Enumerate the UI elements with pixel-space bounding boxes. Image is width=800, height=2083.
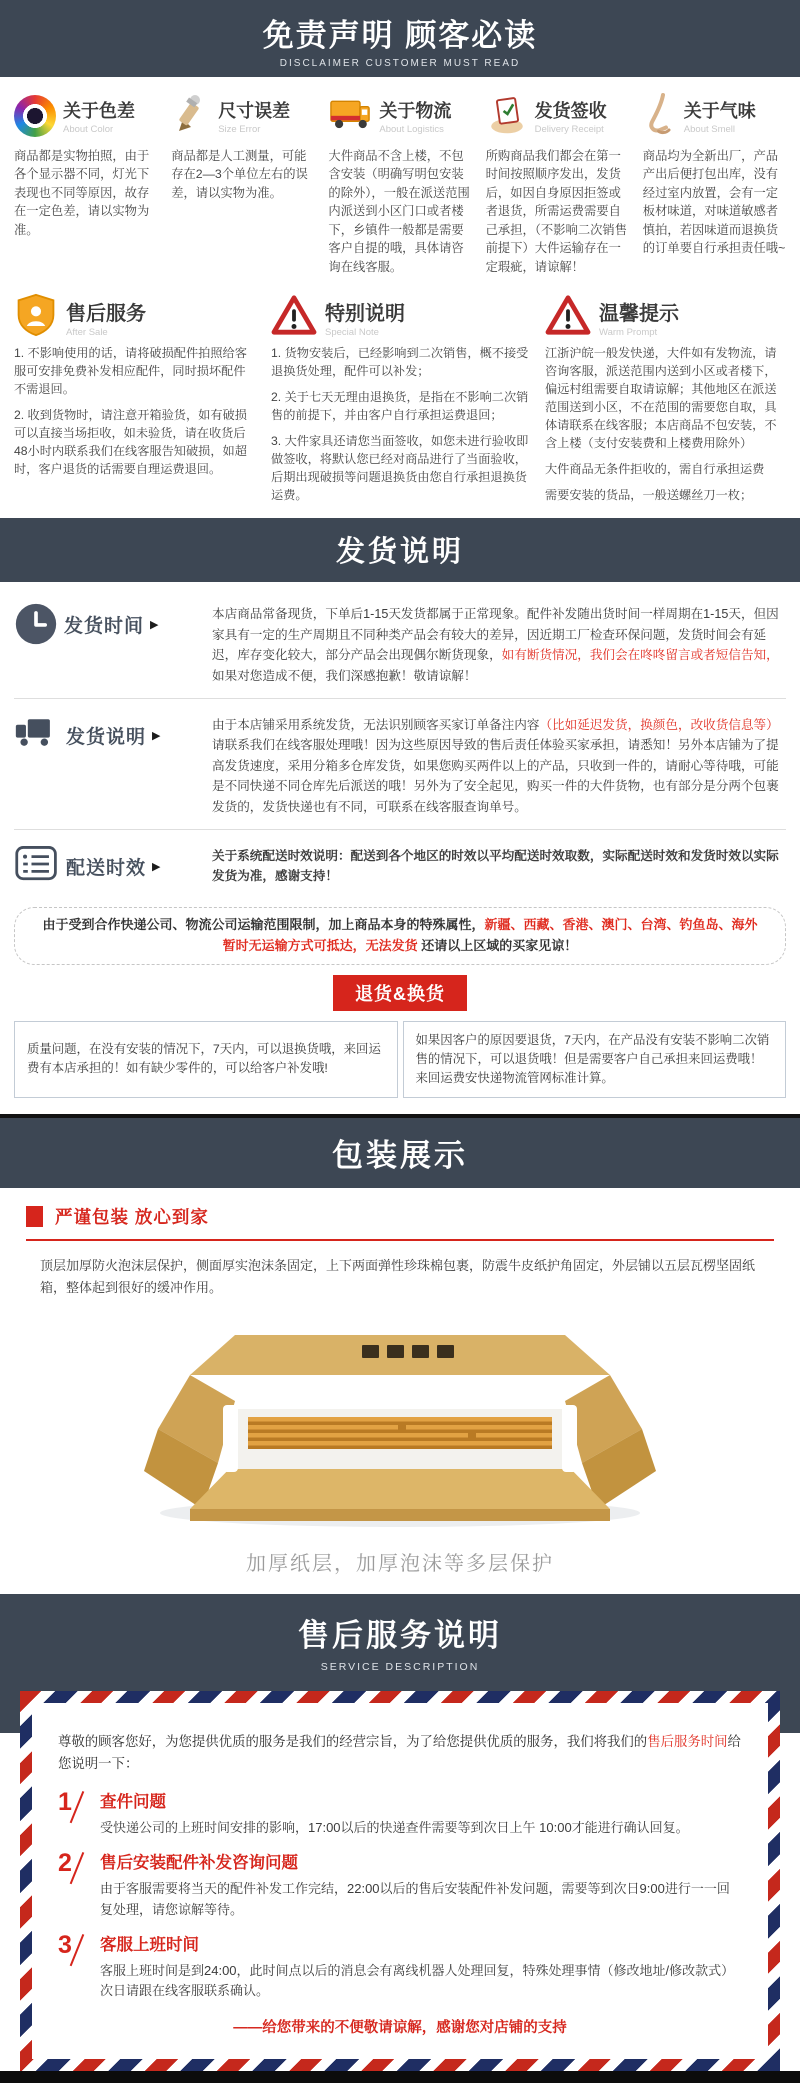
returns-customer-box: 如果因客户的原因要退货，7天内，在产品没有安装不影响二次销售的情况下，可以退货哦！但是需要客户自己承担来回运费哦！来回运费安快递物流管网标准计算。 <box>403 1021 787 1099</box>
text-segment: 给您说明一下： <box>58 1734 741 1771</box>
truck-dark-icon <box>14 713 60 758</box>
packaging-section <box>0 1204 800 1576</box>
item-body: 受快递公司的上班时间安排的影响，17:00以后的快递查件需要等到次日上午 10:00才能进行确认回复。 <box>100 1820 689 1836</box>
service-item-1 <box>58 1788 742 1839</box>
notice-title: 尺寸误差 <box>218 101 291 121</box>
notice-title: 关于色差 <box>63 101 135 121</box>
nose-icon <box>643 92 677 141</box>
text-segment: 尊敬的顾客您好，为您提供优质的服务是我们的经营宗旨，为了给您提供优质的服务，我们将我们的 <box>58 1734 648 1750</box>
disclaimer-title: 免责声明 顾客必读 <box>262 18 538 53</box>
packaging-title: 包装展示 <box>332 1138 468 1174</box>
packaging-description: 顶层加厚防火泡沫层保护，侧面厚实泡沫条固定，上下两面弹性珍珠棉包裹，防震牛皮纸护角固定，外层铺以五层瓦楞坚固纸箱，整体起到很好的缓冲作用。 <box>40 1258 756 1296</box>
delivery-time-row <box>14 830 786 901</box>
shipping-section <box>0 582 800 901</box>
shipping-time-text <box>212 602 786 686</box>
service-title: 售后服务说明 <box>298 1618 502 1654</box>
returns-quality-box: 质量问题，在没有安装的情况下，7天内，可以退换货哦，来回运费有本店承担的！如有缺少零件的，可以给客户补发哦! <box>14 1021 398 1099</box>
policy-subtitle: Special Note <box>325 326 379 338</box>
pencil-measure-icon <box>171 93 211 140</box>
policy-paragraph: 2. 收到货物时，请注意开箱验货，如有破损可以直接当场拒收，如未验货，请在收货后48小时内联系我们在线客服告知破损，如超时，客户退货的话需要自理运费退回。 <box>14 408 247 477</box>
returns-boxes <box>14 1021 786 1099</box>
arrow-right-icon: ▶ <box>152 860 161 873</box>
policy-paragraph: 1. 货物安装后，已经影响到二次销售，概不接受退换货处理，配件可以补发； <box>271 346 529 379</box>
shipping-header <box>0 518 800 582</box>
text-segment-red: （比如延迟发货，换颜色，改收货信息等） <box>539 718 779 732</box>
text-segment: 还请以上区域的买家见谅！ <box>417 937 578 953</box>
packaging-caption: 加厚纸层，加厚泡沫等多层保护 <box>246 1553 554 1576</box>
policy-aftersale <box>14 290 255 504</box>
policy-paragraph: 2. 关于七天无理由退换货，是指在不影响二次销售的前提下，并由客户自行承担运费退回； <box>271 390 529 423</box>
item-number: 1 <box>58 1788 88 1839</box>
service-item-3 <box>58 1931 742 2003</box>
packaging-illustration <box>0 1313 800 1543</box>
service-intro <box>58 1731 742 1774</box>
notice-body: 商品都是人工测量，可能存在2—3个单位左右的误差，请以实物为准。 <box>171 149 308 200</box>
policy-paragraph: 江浙沪皖一般发快递，大件如有发物流，请咨询客服，派送范围内送到小区或者楼下，偏远村组需要自取请谅解；其他地区在派送范围送到小区，不在范围的需要您自取，具体请联系在线客服；本店商品不包安装，不含上楼（支付安装费和上楼费用除外） <box>544 346 777 451</box>
text-segment: 由于受到合作快递公司、物流公司运输范围限制，加上商品本身的特殊属性， <box>42 916 485 932</box>
packaging-header <box>0 1114 800 1188</box>
policy-title: 特别说明 <box>325 302 406 325</box>
notice-columns <box>0 77 800 282</box>
delivery-time-text: 关于系统配送时效说明：配送到各个地区的时效以平均配送时效取数，实际配送时效和发货时效以实际发货为准，感谢支持！ <box>212 848 779 884</box>
notice-body: 商品都是实物拍照，由于各个显示器不同，灯光下表现也不同等原因，故存在一定色差，请以实物为准。 <box>14 149 150 237</box>
item-body: 客服上班时间是到24:00，此时间点以后的消息会有离线机器人处理回复，特殊处理事情（修改地址/修改款式）次日请跟在线客服联系确认。 <box>100 1962 735 1999</box>
notice-subtitle: About Color <box>63 124 114 135</box>
policy-special-note <box>271 290 529 504</box>
red-divider <box>26 1239 774 1241</box>
notice-subtitle: Size Error <box>218 124 261 135</box>
color-wheel-icon <box>14 95 56 137</box>
text-segment: 请联系我们在线客服处理哦！因为这些原因导致的售后责任体验买家承担，请悉知！另外本店铺为了提高发货速度，采用分箱多仓库发货，如果您购买两件以上的产品，只收到一件的，请耐心等待哦，可能是不同快递不同仓库先后派送的哦！另外为了安全起见，购买一件的大件货物，也有部分是分两个包裹发货的，发货快递也有不同，可联系在线客服查询单号。 <box>212 738 779 814</box>
notice-subtitle: About Logistics <box>379 124 444 135</box>
shipping-note-label: 发货说明 <box>66 727 147 748</box>
notice-color <box>14 91 157 276</box>
shipping-note-row <box>14 699 786 830</box>
notice-subtitle: Delivery Receipt <box>534 124 604 135</box>
shield-user-icon <box>14 292 58 343</box>
packaging-slogan: 严谨包装 放心到家 <box>55 1207 209 1228</box>
text-segment-red: 售后服务时间 <box>647 1734 728 1750</box>
shipping-time-row <box>14 588 786 699</box>
text-segment: 本店商品常备现货，下单后1-15天发货都属于正常现象。配件补发随出货时间一样周期在1-15天，但因家具有一定的生产周期且不同种类产品会有较大的差异，因近期工厂检查环保问题，发货时间会有延迟，库存变化较大，部分产品会出现偶尔断货现象， <box>212 607 779 663</box>
item-title: 售后安装配件补发咨询问题 <box>100 1854 298 1873</box>
item-number: 2 <box>58 1849 88 1921</box>
service-footer: ——给您带来的不便敬请谅解，感谢您对店铺的支持 <box>233 2020 567 2037</box>
text-segment-red: 如有断货情况，我们会在咚咚留言或者短信告知， <box>501 648 779 663</box>
item-number: 3 <box>58 1931 88 2003</box>
policy-subtitle: After Sale <box>66 326 108 338</box>
shipping-time-label: 发货时间 <box>64 615 145 637</box>
service-subtitle: SERVICE DESCRIPTION <box>320 1661 480 1674</box>
notice-body: 大件商品不含上楼，不包含安装（明确写明包安装的除外），一般在派送范围内派送到小区门口或者楼下，乡镇件一般都是需要客户自提的哦，具体请咨询在线客服。 <box>328 149 470 274</box>
text-segment-red: 新疆、西藏、香港、澳门、台湾、钓鱼岛、海外暂时无运输方式可抵达，无法发货 <box>222 916 758 953</box>
service-item-2 <box>58 1849 742 1921</box>
policy-subtitle: Warm Prompt <box>598 326 658 338</box>
bottom-black-bar <box>0 2071 800 2083</box>
notice-body: 所购商品我们都会在第一时间按照顺序发出，发货后，如因自身原因拒签或者退货，所需运费需要自己承担，（不影响二次销售前提下）大件运输存在一定瑕疵，请谅解！ <box>485 149 628 274</box>
shipping-title: 发货说明 <box>335 536 464 569</box>
policy-paragraph: 大件商品无条件拒收的，需自行承担运费 <box>544 462 765 477</box>
shipping-note-text <box>212 713 786 817</box>
disclaimer-header <box>0 0 800 77</box>
policy-title: 温馨提示 <box>598 302 679 325</box>
item-title: 客服上班时间 <box>100 1935 199 1954</box>
truck-icon <box>328 94 372 139</box>
clock-icon <box>14 602 58 646</box>
policy-title: 售后服务 <box>66 302 146 325</box>
notice-body: 商品均为全新出厂，产品产出后便打包出库，没有经过室内放置，会有一定板材味道，对味道敏感者慎拍，若因味道而退换货的订单要自行承担责任哦~ <box>642 149 786 256</box>
notice-logistics <box>328 91 471 276</box>
notice-title: 发货签收 <box>534 101 607 121</box>
notice-subtitle: About Smell <box>683 124 736 135</box>
open-box-image <box>140 1313 660 1538</box>
red-square-bullet <box>26 1206 43 1227</box>
notice-smell <box>643 91 786 276</box>
policy-warm-prompt <box>545 290 786 504</box>
restricted-regions-box <box>14 907 786 965</box>
disclaimer-subtitle: DISCLAIMER CUSTOMER MUST READ <box>279 58 521 69</box>
airmail-envelope <box>20 1691 780 2071</box>
notice-title: 关于物流 <box>379 101 452 121</box>
delivery-time-label: 配送时效 <box>66 857 147 879</box>
item-title: 查件问题 <box>100 1793 166 1812</box>
policy-paragraph: 3. 大件家具还请您当面签收，如您未进行验收即做签收，将默认您已经对商品进行了当面验收，后期出现破损等问题退换货由您自行承担退换货运费。 <box>271 434 529 503</box>
notice-receipt <box>486 91 629 276</box>
text-segment: 如果对您造成不便，我们深感抱歉！敬请谅解！ <box>212 668 477 683</box>
notice-title: 关于气味 <box>683 101 756 121</box>
text-segment: 由于本店铺采用系统发货，无法识别顾客买家订单备注内容 <box>212 718 540 732</box>
warning-triangle-icon <box>271 294 317 341</box>
returns-exchange-button[interactable]: 退货&换货 <box>333 975 467 1011</box>
policy-paragraph: 1. 不影响使用的话，请将破损配件拍照给客服可安排免费补发相应配件，同时损坏配件不需退回。 <box>14 346 247 397</box>
policy-paragraph: 需要安装的货品，一般送螺丝刀一枚； <box>544 488 753 503</box>
receipt-hand-icon <box>486 93 528 140</box>
notice-size <box>171 91 314 276</box>
delivery-list-icon <box>14 844 60 889</box>
policy-columns <box>0 282 800 518</box>
item-body: 由于客服需要将当天的配件补发工作完结，22:00以后的售后安装配件补发问题，需要等到次日9:00进行一一回复处理，请您谅解等待。 <box>100 1881 730 1917</box>
arrow-right-icon: ▶ <box>150 618 159 631</box>
arrow-right-icon: ▶ <box>152 730 161 742</box>
warning-triangle-icon <box>545 294 591 341</box>
